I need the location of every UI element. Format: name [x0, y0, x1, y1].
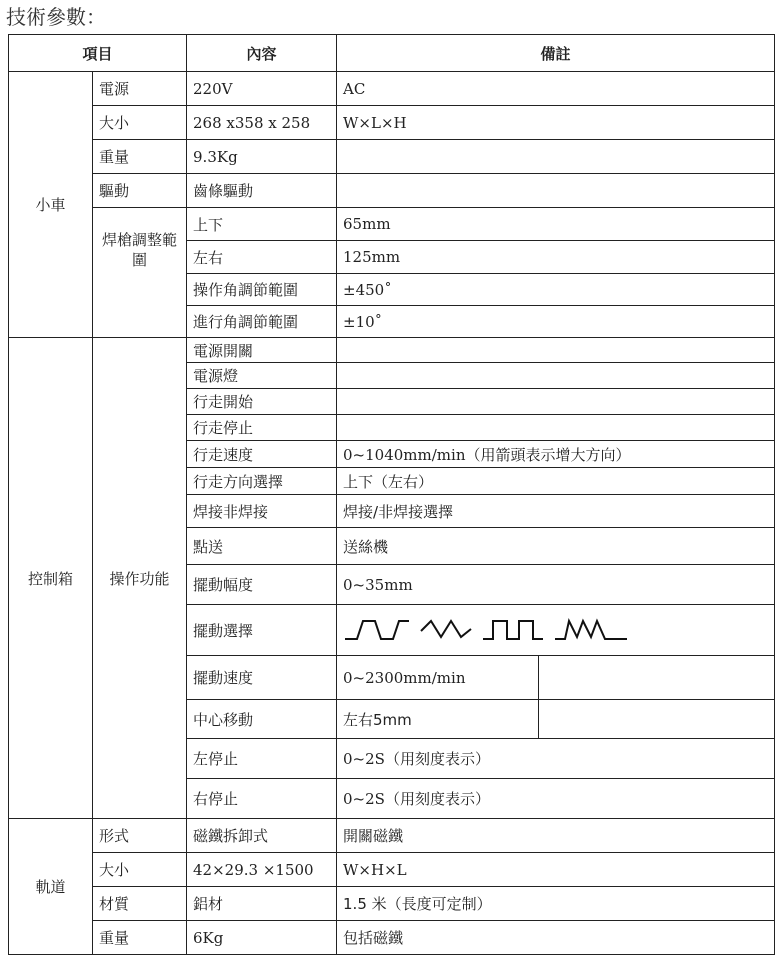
item-remark: 125mm	[337, 241, 775, 274]
item-remark: 0~2S（用刻度表示）	[337, 739, 775, 779]
item-remark	[337, 338, 775, 363]
item-value: 268 x358 x 258	[187, 106, 337, 140]
item-remark: 0~1040mm/min（用箭頭表示增大方向）	[337, 441, 775, 468]
item-value: 行走停止	[187, 415, 337, 441]
item-value: 42×29.3 ×1500	[187, 853, 337, 887]
item-value: 右停止	[187, 779, 337, 819]
item-remark: ±450˚	[337, 274, 775, 306]
item-value: 上下	[187, 208, 337, 241]
item-value: 9.3Kg	[187, 140, 337, 174]
item-name: 材質	[93, 887, 187, 921]
item-value: 鋁材	[187, 887, 337, 921]
item-remark: 0~2S（用刻度表示）	[337, 779, 775, 819]
table-row	[9, 853, 775, 887]
item-remark: 0~2300mm/min	[337, 656, 539, 700]
trapezoid-wave-icon	[345, 621, 409, 639]
item-remark: 1.5 米（長度可定制）	[337, 887, 775, 921]
item-value: 電源燈	[187, 363, 337, 389]
item-value: 6Kg	[187, 921, 337, 955]
table-row	[9, 819, 775, 853]
item-value: 進行角調節範圍	[187, 306, 337, 338]
item-value: 電源開關	[187, 338, 337, 363]
table-row	[9, 921, 775, 955]
item-value: 擺動幅度	[187, 565, 337, 605]
item-name: 大小	[93, 853, 187, 887]
table-row	[9, 140, 775, 174]
item-extra	[539, 700, 775, 739]
item-remark: ±10˚	[337, 306, 775, 338]
page-title: 技術參數：	[6, 5, 106, 29]
header-remark: 備註	[337, 35, 775, 72]
weave-patterns	[337, 605, 775, 656]
item-extra	[539, 656, 775, 700]
item-value: 行走速度	[187, 441, 337, 468]
item-value: 行走開始	[187, 389, 337, 415]
item-name: 電源	[93, 72, 187, 106]
item-value: 220V	[187, 72, 337, 106]
item-value: 左停止	[187, 739, 337, 779]
item-remark	[337, 174, 775, 208]
item-name: 大小	[93, 106, 187, 140]
item-remark: 焊接/非焊接選擇	[337, 495, 775, 528]
weave-pattern-icons	[343, 617, 633, 643]
item-name: 重量	[93, 140, 187, 174]
item-remark: 0~35mm	[337, 565, 775, 605]
item-remark: AC	[337, 72, 775, 106]
item-remark: 開關磁鐵	[337, 819, 775, 853]
item-name: 驅動	[93, 174, 187, 208]
item-value: 點送	[187, 528, 337, 565]
zigzag-wave-icon	[421, 621, 471, 637]
item-value: 磁鐵拆卸式	[187, 819, 337, 853]
item-value: 焊接非焊接	[187, 495, 337, 528]
sawtooth-wave-icon	[555, 621, 627, 639]
square-wave-icon	[483, 621, 543, 639]
item-value: 操作角調節範圍	[187, 274, 337, 306]
category-cart: 小車	[9, 72, 93, 338]
item-value: 左右	[187, 241, 337, 274]
header-content: 內容	[187, 35, 337, 72]
table-row	[9, 338, 775, 363]
control-sub: 操作功能	[93, 338, 187, 819]
item-name: 重量	[93, 921, 187, 955]
torch-range-label: 焊槍調整範圍	[93, 208, 187, 338]
item-remark	[337, 389, 775, 415]
table-row	[9, 106, 775, 140]
item-remark: W×L×H	[337, 106, 775, 140]
item-remark: 左右5mm	[337, 700, 539, 739]
header-row	[9, 35, 775, 72]
item-remark	[337, 363, 775, 389]
item-remark: 上下（左右）	[337, 468, 775, 495]
header-item: 項目	[9, 35, 187, 72]
item-value: 齒條驅動	[187, 174, 337, 208]
item-remark: 送絲機	[337, 528, 775, 565]
table-row	[9, 174, 775, 208]
item-remark: 包括磁鐵	[337, 921, 775, 955]
table-row	[9, 887, 775, 921]
item-remark	[337, 415, 775, 441]
item-value: 中心移動	[187, 700, 337, 739]
item-remark: 65mm	[337, 208, 775, 241]
item-value: 擺動速度	[187, 656, 337, 700]
item-remark: W×H×L	[337, 853, 775, 887]
item-value: 行走方向選擇	[187, 468, 337, 495]
spec-table	[8, 34, 775, 955]
item-name: 形式	[93, 819, 187, 853]
table-row	[9, 72, 775, 106]
item-remark	[337, 140, 775, 174]
category-control: 控制箱	[9, 338, 93, 819]
category-track: 軌道	[9, 819, 93, 955]
table-row	[9, 208, 775, 241]
item-value: 擺動選擇	[187, 605, 337, 656]
